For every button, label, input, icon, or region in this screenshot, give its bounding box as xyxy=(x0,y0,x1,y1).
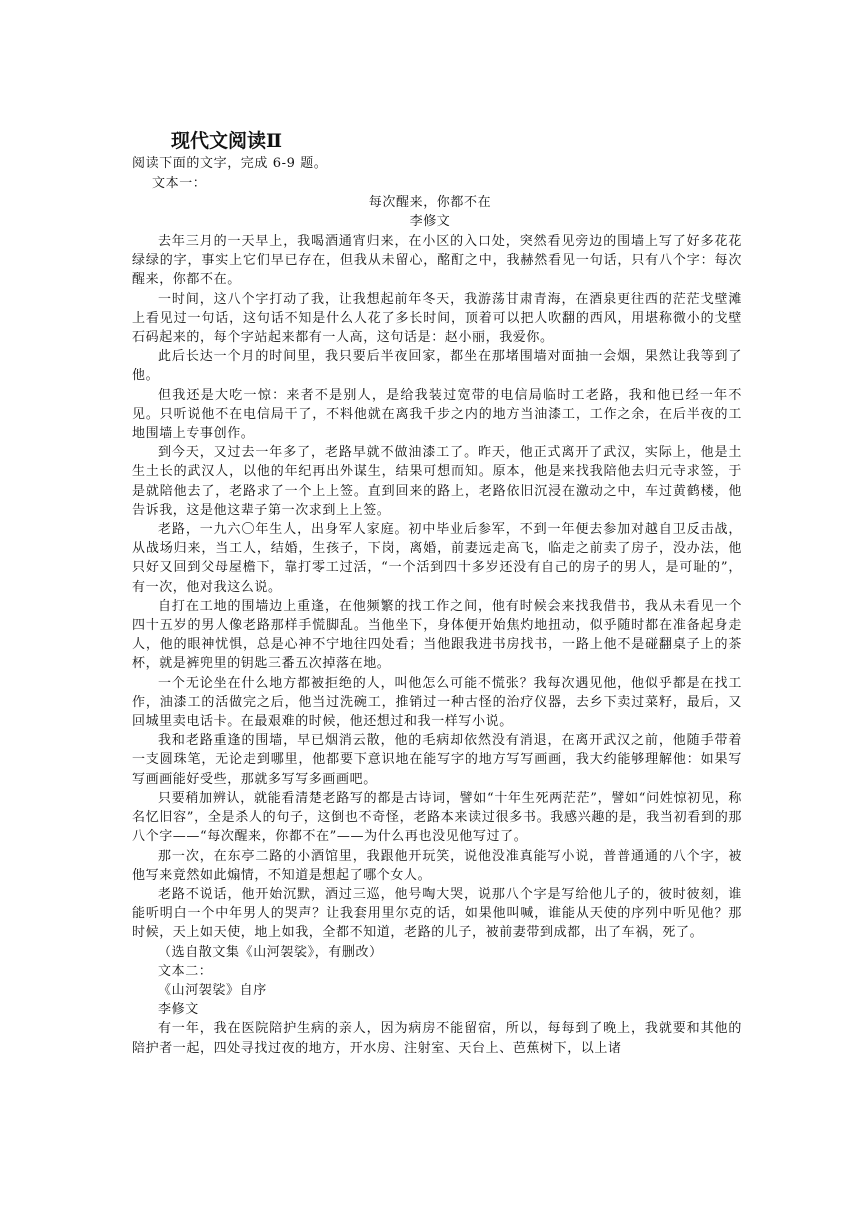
paragraph: 自打在工地的围墙边上重逢，在他频繁的找工作之间，他有时候会来找我借书，我从未看见一个四十五岁的男人像老路那样手慌脚乱。当他坐下，身体便开始焦灼地扭动，似乎随时都在准备起身走人，他的眼神忧惧，总是心神不宁地往四处看；当他跟我进书房找书，一路上他不是碰翻桌子上的茶杯，就是裤兜里的钥匙三番五次掉落在地。 xyxy=(132,598,742,672)
paragraph: 只要稍加辨认，就能看清楚老路写的都是古诗词，譬如“十年生死两茫茫”，譬如“问姓惊初见，称名忆旧容”，全是杀人的句子，这倒也不奇怪，老路本来读过很多书。我感兴趣的是，我当初看到的那八个字——“每次醒来，你都不在”——为什么再也没见他写过了。 xyxy=(132,790,742,845)
paragraph: 那一次，在东亭二路的小酒馆里，我跟他开玩笑，说他没准真能写小说，普普通通的八个字，被他写来竟然如此煽情，不知道是想起了哪个女人。 xyxy=(132,848,742,883)
paragraph: 但我还是大吃一惊：来者不是别人，是给我装过宽带的电信局临时工老路，我和他已经一年不见。只听说他不在电信局干了，不料他就在离我千步之内的地方当油漆工，工作之余，在后半夜的工地围墙上专事创作。 xyxy=(132,387,742,442)
text2-title: 《山河袈裟》自序 xyxy=(158,982,267,998)
paragraph: 有一年，我在医院陪护生病的亲人，因为病房不能留宿，所以，每每到了晚上，我就要和其他的陪护者一起，四处寻找过夜的地方，开水房、注射室、天台上、芭蕉树下，以上诸 xyxy=(132,1021,742,1056)
paragraph: 到今天，又过去一年多了，老路早就不做油漆工了。昨天，他正式离开了武汉，实际上，他是土生土长的武汉人，以他的年纪再出外谋生，结果可想而知。原本，他是来找我陪他去归元寺求签，于是就陪他去了，老路求了一个上上签。直到回来的路上，老路依旧沉浸在激动之中，车过黄鹤楼，他告诉我，这是他这辈子第一次求到上上签。 xyxy=(132,445,742,518)
source-note: （选自散文集《山河袈裟》，有删改） xyxy=(158,944,383,960)
paragraph: 去年三月的一天早上，我喝酒通宵归来，在小区的入口处，突然看见旁边的围墙上写了好多花花绿绿的字，事实上它们早已存在，但我从未留心，酩酊之中，我赫然看见一句话，只有八个字：每次醒来，你都不在。 xyxy=(132,234,742,288)
paragraph: 一时间，这八个字打动了我，让我想起前年冬天，我游荡甘肃青海，在酒泉更往西的茫茫戈壁滩上看见过一句话，这句话不知是什么人花了多长时间，顶着可以把人吹翻的西风，用堪称微小的戈壁石码起来的，每个字站起来都有一人高，这句话是：赵小丽，我爱你。 xyxy=(132,291,742,346)
article-title: 每次醒来，你都不在 xyxy=(368,195,492,210)
text2-label: 文本二： xyxy=(158,963,213,979)
text1-label: 文本一： xyxy=(152,176,207,191)
paragraph: 此后长达一个月的时间里，我只要后半夜回家，都坐在那堵围墙对面抽一会烟，果然让我等到了他。 xyxy=(132,349,742,384)
paragraph: 一个无论坐在什么地方都被拒绝的人，叫他怎么可能不慌张？我每次遇见他，他似乎都是在找工作，油漆工的活做完之后，他当过洗碗工，推销过一种古怪的治疗仪器，去乡下卖过菜籽，最后，又回城里卖电话卡。在最艰难的时候，他还想过和我一样写小说。 xyxy=(132,675,742,730)
article-author: 李修文 xyxy=(409,214,451,229)
paragraph: 老路不说话，他开始沉默，酒过三巡，他号啕大哭，说那八个字是写给他儿子的，彼时彼刻，谁能听明白一个中年男人的哭声？让我套用里尔克的话，如果他叫喊，谁能从天使的序列中听见他？那时候，天上如天使，地上如我，全都不知道，老路的儿子，被前妻带到成都，出了车祸，死了。 xyxy=(132,886,742,941)
paragraph: 老路，一九六〇年生人，出身军人家庭。初中毕业后参军，不到一年便去参加对越自卫反击战，从战场归来，当工人，结婚，生孩子，下岗，离婚，前妻远走高飞，临走之前卖了房子，没办法，他只好又回到父母屋檐下，靠打零工过活，“一个活到四十多岁还没有自己的房子的男人，是可耻的”，有一次，他对我这么说。 xyxy=(132,522,742,595)
paragraph: 我和老路重逢的围墙，早已烟消云散，他的毛病却依然没有消退，在离开武汉之前，他随手带着一支圆珠笔，无论走到哪里，他都要下意识地在能写字的地方写写画画，我大约能够理解他：如果写写画画能好受些，那就多写写多画画吧。 xyxy=(132,733,742,787)
page-title: 现代文阅读Ⅱ xyxy=(171,130,283,152)
text2-author: 李修文 xyxy=(158,1002,199,1018)
article-body xyxy=(132,232,742,1058)
instruction-text: 阅读下面的文字，完成 6-9 题。 xyxy=(132,156,328,171)
